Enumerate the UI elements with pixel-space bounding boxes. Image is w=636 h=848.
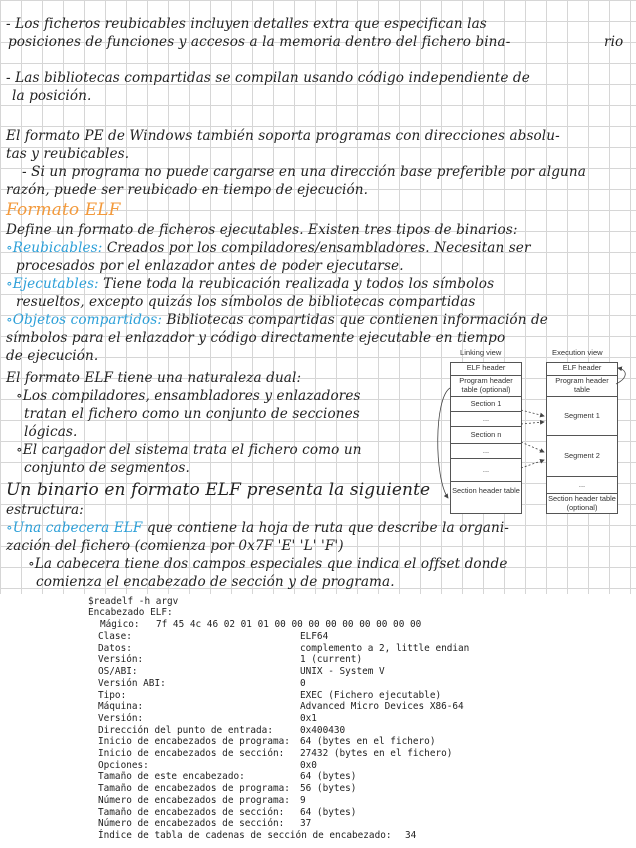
terminal-label: Tamaño de este encabezado: — [98, 771, 245, 783]
term-label: ∘Reubicables: — [6, 240, 103, 256]
linking-cell: Program header table (optional) — [451, 376, 521, 397]
note-line: Define un formato de ficheros ejecutables. Existen tres tipos de binarios: — [6, 222, 518, 238]
note-line — [6, 276, 494, 292]
linking-cell: ... — [451, 459, 521, 482]
terminal-value: ELF64 — [300, 631, 329, 642]
note-line: zación del fichero (comienza por 0x7F 'E' 'L' 'F') — [6, 538, 344, 554]
arrow — [521, 422, 544, 424]
readelf-output — [0, 594, 636, 848]
terminal-value: 0x1 — [300, 712, 317, 724]
terminal-label: Clase: — [98, 631, 132, 642]
note-line: de ejecución. — [6, 348, 99, 364]
terminal-label: Inicio de encabezados de sección: — [98, 748, 285, 759]
linking-cell: ELF header — [451, 363, 521, 376]
note-line — [6, 240, 531, 256]
terminal-value: 64 (bytes) — [300, 806, 357, 818]
elf-views-diagram — [428, 348, 632, 516]
linking-cell: Section n — [451, 427, 521, 444]
terminal-label: Versión ABI: — [98, 677, 166, 689]
note-line: resueltos, excepto quizás los símbolos de bibliotecas compartidas — [16, 294, 476, 310]
terminal-value: 64 (bytes en el fichero) — [300, 736, 436, 748]
note-line: procesados por el enlazador antes de poder ejecutarse. — [16, 258, 404, 274]
linking-view-title: Linking view — [460, 348, 502, 357]
execution-cell: ... — [547, 477, 617, 494]
terminal-label: Tamaño de encabezados de programa: — [98, 783, 290, 795]
terminal-label: Versión: — [98, 654, 144, 666]
terminal-label: Inicio de encabezados de programa: — [98, 736, 290, 748]
terminal-label: Dirección del punto de entrada: — [98, 724, 273, 736]
arrow — [521, 442, 544, 452]
linking-cell: ... — [451, 412, 521, 427]
term-label: ∘Objetos compartidos: — [6, 312, 163, 328]
terminal-label: Máquina: — [98, 701, 144, 713]
terminal-value: 0x400430 — [300, 724, 346, 736]
terminal-value: UNIX - System V — [300, 666, 385, 678]
execution-cell: Segment 1 — [547, 397, 617, 436]
note-line: comienza el encabezado de sección y de programa. — [36, 574, 395, 590]
terminal-value: EXEC (Fichero ejecutable) — [300, 689, 442, 701]
execution-cell: ELF header — [547, 363, 617, 376]
terminal-label: Número de encabezados de sección: — [98, 818, 285, 830]
term-text: Tiene toda la reubicación realizada y todos los símbolos — [98, 276, 495, 292]
terminal-value: complemento a 2, little endian — [300, 642, 470, 654]
linking-cell: ... — [451, 444, 521, 459]
execution-cell: Section header table (optional) — [548, 494, 616, 512]
note-line: ∘Los compiladores, ensambladores y enlazadores — [16, 388, 361, 404]
note-line: - Las bibliotecas compartidas se compilan usando código independiente de — [6, 70, 530, 86]
note-line: - Si un programa no puede cargarse en una dirección base preferible por alguna — [22, 164, 586, 180]
note-line — [6, 312, 548, 328]
terminal-label: Opciones: — [98, 759, 149, 771]
execution-cell: Segment 2 — [547, 436, 617, 477]
note-line: estructura: — [6, 502, 84, 518]
term-label: ∘Una cabecera ELF — [6, 520, 143, 536]
note-line: la posición. — [12, 88, 92, 104]
terminal-value: 34 — [405, 829, 417, 841]
terminal-value: 1 (current) — [300, 654, 363, 666]
note-line: El formato PE de Windows también soporta programas con direcciones absolu- — [6, 128, 560, 144]
arrow — [438, 388, 450, 498]
note-line: - Los ficheros reubicables incluyen detalles extra que especifican las — [6, 16, 487, 32]
terminal-label: Índice de tabla de cadenas de sección de encabezado: — [98, 829, 392, 841]
note-line: El formato ELF tiene una naturaleza dual: — [6, 370, 302, 386]
terminal-value: Advanced Micro Devices X86-64 — [300, 701, 464, 713]
execution-view-title: Execution view — [552, 348, 603, 357]
arrow — [521, 460, 544, 468]
terminal-label: Tamaño de encabezados de sección: — [98, 806, 285, 818]
terminal-label: Versión: — [98, 712, 144, 724]
term-text: que contiene la hoja de ruta que describe la organi- — [142, 520, 510, 536]
terminal-value: 64 (bytes) — [300, 771, 357, 783]
diagram-arrows — [428, 348, 632, 516]
linking-cell: Section 1 — [451, 397, 521, 412]
note-line: ∘El cargador del sistema trata el fichero como un — [16, 442, 362, 458]
note-line: tas y reubicables. — [6, 146, 130, 162]
terminal-value: 56 (bytes) — [300, 783, 357, 795]
section-title: Formato ELF — [6, 200, 121, 220]
terminal-label: Mágico: — [100, 619, 140, 630]
note-line: posiciones de funciones y accesos a la memoria dentro del fichero bina- — [8, 34, 511, 50]
terminal-command: $readelf -h argv — [88, 596, 179, 607]
note-line: rio — [604, 34, 624, 50]
note-line: tratan el fichero como un conjunto de secciones — [24, 406, 360, 422]
note-line: ∘La cabecera tiene dos campos especiales que indica el offset donde — [28, 556, 508, 572]
terminal-label: Número de encabezados de programa: — [98, 794, 290, 806]
terminal-value: 7f 45 4c 46 02 01 01 00 00 00 00 00 00 00 00 00 — [156, 619, 422, 630]
term-label: ∘Ejecutables: — [6, 276, 99, 292]
linking-cell: Section header table — [452, 486, 520, 495]
note-line — [6, 520, 509, 536]
term-text: Creados por los compiladores/ensambladores. Necesitan ser — [102, 240, 531, 256]
terminal-label: OS/ABI: — [98, 666, 138, 678]
terminal-value: 0 — [300, 677, 306, 689]
arrow — [521, 410, 544, 416]
terminal-heading: Encabezado ELF: — [88, 607, 173, 618]
note-line: conjunto de segmentos. — [24, 460, 190, 476]
terminal-value: 37 — [300, 818, 312, 830]
terminal-value: 0x0 — [300, 759, 317, 771]
note-line: razón, puede ser reubicado en tiempo de ejecución. — [6, 182, 369, 198]
note-line: lógicas. — [24, 424, 78, 440]
terminal-label: Tipo: — [98, 689, 127, 701]
terminal-label: Datos: — [98, 642, 132, 654]
note-line: Un binario en formato ELF presenta la siguiente — [6, 480, 431, 500]
terminal-value: 27432 (bytes en el fichero) — [300, 748, 453, 759]
term-text: Bibliotecas compartidas que contienen información de — [162, 312, 548, 328]
arrow — [616, 368, 625, 384]
note-line: símbolos para el enlazador y código directamente ejecutable en tiempo — [6, 330, 506, 346]
terminal-value: 9 — [300, 794, 306, 806]
execution-cell: Program header table — [547, 376, 617, 397]
